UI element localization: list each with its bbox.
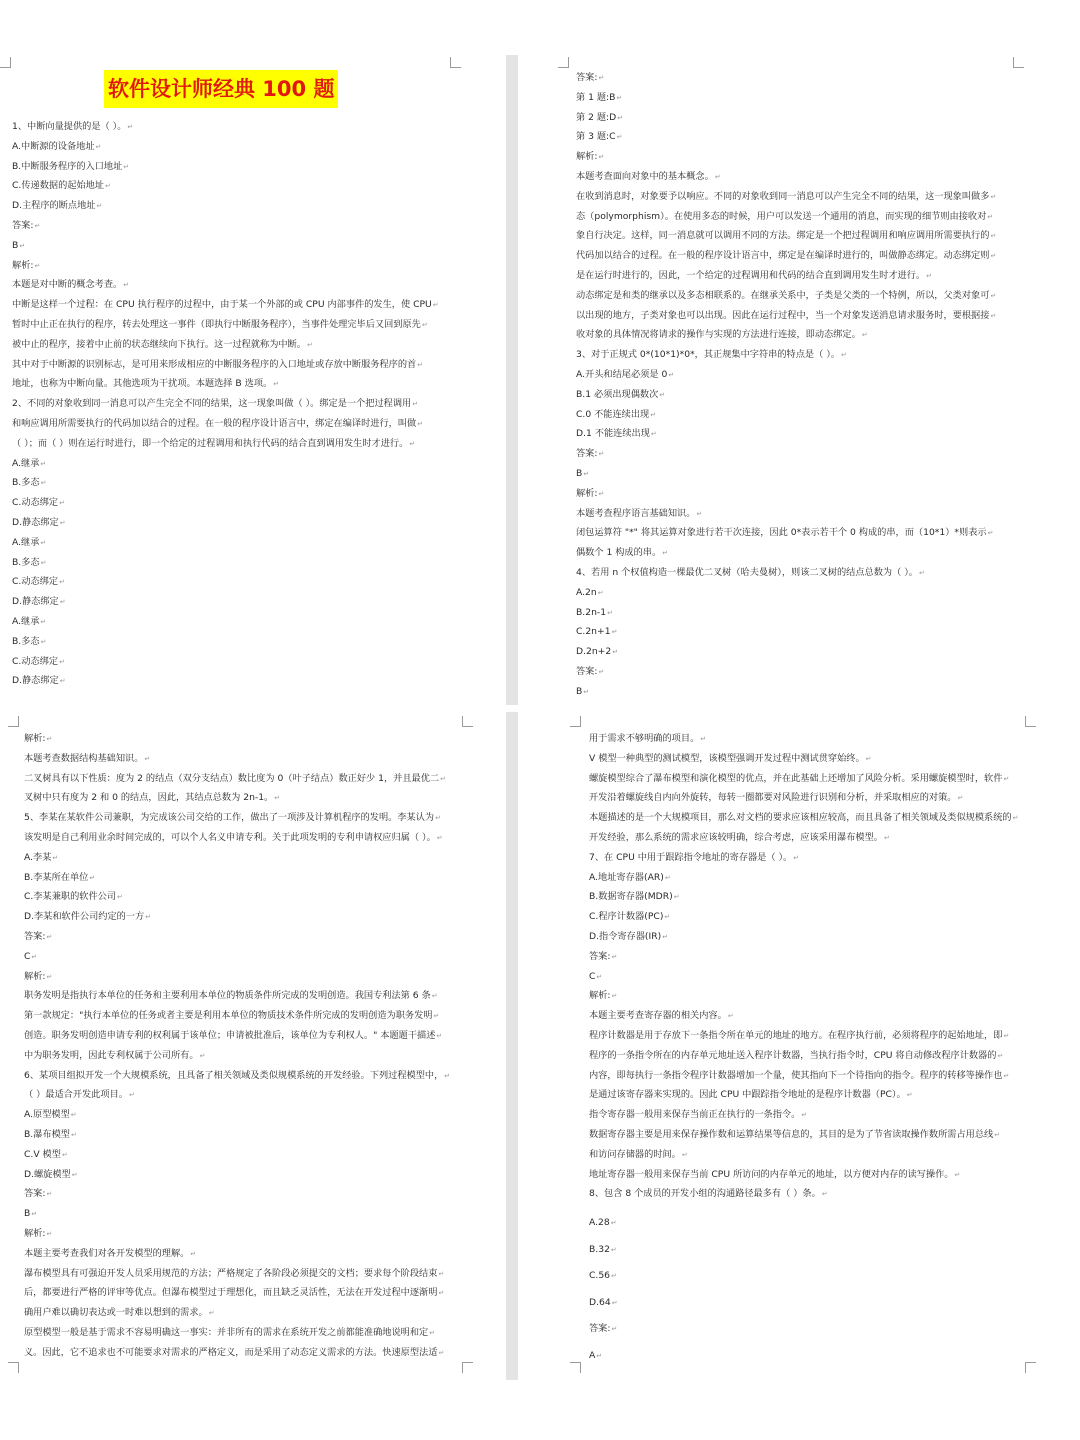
- text-line: 螺旋模型综合了瀑布模型和演化模型的优点，并在此基础上还增加了风险分析。采用螺旋模型时，软件 ↵: [589, 769, 1034, 789]
- document-title: 软件设计师经典 100 题: [104, 70, 338, 108]
- text-line: 本题考查程序语言基础知识。 ↵: [576, 504, 1021, 524]
- corner-mark: [8, 1362, 19, 1373]
- text-line: 3、对于正规式 0*(10*1)*0*，其正规集中字符串的特点是（ ）。 ↵: [576, 345, 1021, 365]
- text-line: D.静态绑定 ↵: [12, 671, 457, 691]
- text-line: 第 1 题:B ↵: [576, 88, 1021, 108]
- text-line: 暂时中止正在执行的程序，转去处理这一事件（即执行中断服务程序），当事件处理完毕后又回到原先 ↵: [12, 315, 457, 335]
- corner-mark: [1025, 1362, 1036, 1373]
- text-line: 和响应调用所需要执行的代码加以结合的过程。在一般的程序设计语言中，绑定在编译时进行，叫做 ↵: [12, 414, 457, 434]
- text-line: A.2n ↵: [576, 583, 1021, 603]
- text-line: 1、中断向量提供的是（ ）。 ↵: [12, 117, 457, 137]
- text-line: （ ）；而（ ）则在运行时进行，即一个给定的过程调用和执行代码的结合直到调用发生时才进行。 ↵: [12, 434, 457, 454]
- text-line: 态（polymorphism）。在使用多态的时候，用户可以发送一个通用的消息，而实现的细节则由接收对 ↵: [576, 207, 1021, 227]
- text-line: B.多态 ↵: [12, 553, 457, 573]
- text-line: D.主程序的断点地址 ↵: [12, 196, 457, 216]
- text-line: 是通过该寄存器来实现的。因此 CPU 中跟踪指令地址的是程序计数器（PC）。 ↵: [589, 1085, 1034, 1105]
- text-line: 第 3 题:C ↵: [576, 127, 1021, 147]
- text-line: 答案: ↵: [589, 947, 1034, 967]
- text-line: D.静态绑定 ↵: [12, 592, 457, 612]
- page-1-text: [12, 117, 457, 691]
- page-4-options: [589, 1210, 789, 1369]
- text-line: C.V 模型 ↵: [24, 1145, 469, 1165]
- text-line: 瀑布模型具有可强迫开发人员采用规范的方法；严格规定了各阶段必须提交的文档；要求每个阶段结束 ↵: [24, 1264, 469, 1284]
- text-line: 解析: ↵: [12, 256, 457, 276]
- text-line: D.螺旋模型 ↵: [24, 1165, 469, 1185]
- text-line: 以出现的地方，子类对象也可以出现。因此在运行过程中，当一个对象发送消息请求服务时，要根据接 ↵: [576, 306, 1021, 326]
- text-line: 解析: ↵: [24, 967, 469, 987]
- text-line: 本题考查面向对象中的基本概念。 ↵: [576, 167, 1021, 187]
- text-line: D.2n+2 ↵: [576, 642, 1021, 662]
- text-line: 6、某项目组拟开发一个大规模系统，且具备了相关领域及类似规模系统的开发经验。下列过程模型中， ↵: [24, 1066, 469, 1086]
- corner-mark: [8, 716, 19, 727]
- corner-mark: [450, 57, 461, 68]
- text-line: 其中对于中断源的识别标志，是可用来形成相应的中断服务程序的入口地址或存放中断服务程序的首 ↵: [12, 355, 457, 375]
- page-gutter-top: [506, 55, 518, 705]
- text-line: 数据寄存器主要是用来保存操作数和运算结果等信息的，其目的是为了节省读取操作数所需占用总线 ↵: [589, 1125, 1034, 1145]
- text-line: 程序的一条指令所在的内存单元地址送入程序计数器，当执行指令时，CPU 将自动修改程序计数器的 ↵: [589, 1046, 1034, 1066]
- text-line: 程序计数器是用于存放下一条指令所在单元的地址的地方。在程序执行前，必须将程序的起始地址，即 ↵: [589, 1026, 1034, 1046]
- text-line: D.静态绑定 ↵: [12, 513, 457, 533]
- text-line: 2、不同的对象收到同一消息可以产生完全不同的结果，这一现象叫做（ ）。绑定是一个把过程调用 ↵: [12, 394, 457, 414]
- text-line: B.2n-1 ↵: [576, 603, 1021, 623]
- text-line: A.地址寄存器(AR) ↵: [589, 868, 1034, 888]
- text-line: 7、在 CPU 中用于跟踪指令地址的寄存器是（ ）。 ↵: [589, 848, 1034, 868]
- text-line: 指令寄存器一般用来保存当前正在执行的一条指令。 ↵: [589, 1105, 1034, 1125]
- text-line: 和访问存储器的时间。 ↵: [589, 1145, 1034, 1165]
- text-line: 动态绑定是和类的继承以及多态相联系的。在继承关系中，子类是父类的一个特例，所以，父类对象可 ↵: [576, 286, 1021, 306]
- text-line: B.李某所在单位 ↵: [24, 868, 469, 888]
- text-line: B.多态 ↵: [12, 632, 457, 652]
- text-line: A.中断源的设备地址 ↵: [12, 137, 457, 157]
- corner-mark: [558, 57, 569, 68]
- text-line: （ ）最适合开发此项目。 ↵: [24, 1085, 469, 1105]
- page-gutter-bottom: [506, 712, 518, 1380]
- text-line: 原型模型一般是基于需求不容易明确这一事实：并非所有的需求在系统开发之前都能准确地说明和定 ↵: [24, 1323, 469, 1343]
- text-line: A.28 ↵: [589, 1210, 789, 1237]
- text-line: 在收到消息时，对象要予以响应。不同的对象收到同一消息可以产生完全不同的结果，这一现象叫做多 ↵: [576, 187, 1021, 207]
- title-wrap: [104, 70, 338, 108]
- text-line: A ↵: [589, 1343, 789, 1370]
- text-line: 解析: ↵: [576, 147, 1021, 167]
- text-line: 被中止的程序，接着中止前的状态继续向下执行。这一过程就称为中断。 ↵: [12, 335, 457, 355]
- text-line: C.2n+1 ↵: [576, 622, 1021, 642]
- text-line: 代码加以结合的过程。在一般的程序设计语言中，绑定是在编译时进行的，叫做静态绑定。动态绑定则 ↵: [576, 246, 1021, 266]
- text-line: B ↵: [24, 1204, 469, 1224]
- text-line: 本题描述的是一个大规模项目，那么对文档的要求应该相应较高，而且具备了相关领域及类似规模系统的 ↵: [589, 808, 1034, 828]
- text-line: C.李某兼职的软件公司 ↵: [24, 887, 469, 907]
- page-4-text: [589, 729, 1034, 1204]
- text-line: 解析: ↵: [24, 1224, 469, 1244]
- text-line: 解析: ↵: [589, 986, 1034, 1006]
- text-line: 答案: ↵: [589, 1316, 789, 1343]
- text-line: 用于需求不够明确的项目。 ↵: [589, 729, 1034, 749]
- text-line: B.多态 ↵: [12, 473, 457, 493]
- corner-mark: [0, 57, 11, 68]
- text-line: 5、李某在某软件公司兼职，为完成该公司交给的工作，做出了一项涉及计算机程序的发明。李某认为 ↵: [24, 808, 469, 828]
- text-line: 第 2 题:D ↵: [576, 108, 1021, 128]
- text-line: B.1 必须出现偶数次 ↵: [576, 385, 1021, 405]
- text-line: C ↵: [24, 947, 469, 967]
- corner-mark: [570, 716, 581, 727]
- text-line: 叉树中只有度为 2 和 0 的结点，因此，其结点总数为 2n-1。 ↵: [24, 788, 469, 808]
- text-line: 内容，即每执行一条指令程序计数器增加一个量，使其指向下一个待指向的指令。程序的转移等操作也 ↵: [589, 1066, 1034, 1086]
- text-line: 后，都要进行严格的评审等优点。但瀑布模型过于理想化，而且缺乏灵活性，无法在开发过程中逐渐明 ↵: [24, 1283, 469, 1303]
- corner-mark: [1013, 57, 1024, 68]
- text-line: 确用户难以确切表达或一时难以想到的需求。 ↵: [24, 1303, 469, 1323]
- text-line: 中为职务发明，因此专利权属于公司所有。 ↵: [24, 1046, 469, 1066]
- text-line: A.继承 ↵: [12, 533, 457, 553]
- text-line: 该发明是自己利用业余时间完成的，可以个人名义申请专利。关于此项发明的专利申请权应归属（ ）。 ↵: [24, 828, 469, 848]
- corner-mark: [462, 1362, 473, 1373]
- text-line: 8、包含 8 个成员的开发小组的沟通路径最多有（ ）条。 ↵: [589, 1184, 1034, 1204]
- text-line: 答案: ↵: [24, 1184, 469, 1204]
- text-line: D.64 ↵: [589, 1290, 789, 1317]
- text-line: 是在运行时进行的，因此，一个给定的过程调用和代码的结合直到调用发生时才进行。 ↵: [576, 266, 1021, 286]
- text-line: A.李某 ↵: [24, 848, 469, 868]
- text-line: 二叉树具有以下性质：度为 2 的结点（双分支结点）数比度为 0（叶子结点）数正好少 1，并且最优二 ↵: [24, 769, 469, 789]
- text-line: 象自行决定。这样，同一消息就可以调用不同的方法。绑定是一个把过程调用和响应调用所需要执行的 ↵: [576, 226, 1021, 246]
- corner-mark: [462, 716, 473, 727]
- text-line: 解析: ↵: [24, 729, 469, 749]
- text-line: A.原型模型 ↵: [24, 1105, 469, 1125]
- text-line: 答案: ↵: [576, 68, 1021, 88]
- text-line: A.开头和结尾必须是 0 ↵: [576, 365, 1021, 385]
- text-line: B.瀑布模型 ↵: [24, 1125, 469, 1145]
- text-line: 本题是对中断的概念考查。 ↵: [12, 275, 457, 295]
- text-line: B.数据寄存器(MDR) ↵: [589, 887, 1034, 907]
- text-line: V 模型一种典型的测试模型，该模型强调开发过程中测试贯穿始终。 ↵: [589, 749, 1034, 769]
- text-line: D.指令寄存器(IR) ↵: [589, 927, 1034, 947]
- text-line: D.1 不能连续出现 ↵: [576, 424, 1021, 444]
- text-line: B ↵: [12, 236, 457, 256]
- text-line: 答案: ↵: [576, 662, 1021, 682]
- text-line: 收对象的具体情况将请求的操作与实现的方法进行连接，即动态绑定。 ↵: [576, 325, 1021, 345]
- text-line: 开发沿着螺旋线自内向外旋转，每转一圈都要对风险进行识别和分析，并采取相应的对策。 ↵: [589, 788, 1034, 808]
- text-line: C.动态绑定 ↵: [12, 572, 457, 592]
- text-line: 答案: ↵: [12, 216, 457, 236]
- page-3-text: [24, 729, 469, 1363]
- text-line: 解析: ↵: [576, 484, 1021, 504]
- text-line: C.56 ↵: [589, 1263, 789, 1290]
- text-line: C.动态绑定 ↵: [12, 493, 457, 513]
- corner-mark: [570, 1362, 581, 1373]
- text-line: B ↵: [576, 464, 1021, 484]
- text-line: D.李某和软件公司约定的一方 ↵: [24, 907, 469, 927]
- text-line: 第一款规定："执行本单位的任务或者主要是利用本单位的物质技术条件所完成的发明创造为职务发明 ↵: [24, 1006, 469, 1026]
- corner-mark: [1025, 716, 1036, 727]
- text-line: 偶数个 1 构成的串。 ↵: [576, 543, 1021, 563]
- text-line: 地址寄存器一般用来保存当前 CPU 所访问的内存单元的地址，以方便对内存的读写操作。 ↵: [589, 1165, 1034, 1185]
- text-line: 中断是这样一个过程：在 CPU 执行程序的过程中，由于某一个外部的或 CPU 内部事件的发生，使 CPU ↵: [12, 295, 457, 315]
- text-line: B.中断服务程序的入口地址 ↵: [12, 157, 457, 177]
- text-line: C.传递数据的起始地址 ↵: [12, 176, 457, 196]
- text-line: 本题主要考查寄存器的相关内容。 ↵: [589, 1006, 1034, 1026]
- text-line: 义。因此，它不追求也不可能要求对需求的严格定义，而是采用了动态定义需求的方法。快速原型法适 ↵: [24, 1343, 469, 1363]
- text-line: 4、若用 n 个权值构造一棵最优二叉树（哈夫曼树），则该二叉树的结点总数为（ ）。 ↵: [576, 563, 1021, 583]
- text-line: 地址，也称为中断向量。其他选项为干扰项。本题选择 B 选项。 ↵: [12, 374, 457, 394]
- text-line: 闭包运算符 "*" 将其运算对象进行若干次连接，因此 0*表示若干个 0 构成的串，而（10*1）*则表示 ↵: [576, 523, 1021, 543]
- text-line: 本题考查数据结构基础知识。 ↵: [24, 749, 469, 769]
- text-line: A.继承 ↵: [12, 612, 457, 632]
- text-line: C.0 不能连续出现 ↵: [576, 405, 1021, 425]
- text-line: B ↵: [576, 682, 1021, 702]
- page-2-text: [576, 68, 1021, 702]
- text-line: 答案: ↵: [24, 927, 469, 947]
- text-line: A.继承 ↵: [12, 454, 457, 474]
- text-line: 创造。职务发明创造申请专利的权利属于该单位；申请被批准后，该单位为专利权人。" 本题题干描述 ↵: [24, 1026, 469, 1046]
- text-line: 答案: ↵: [576, 444, 1021, 464]
- text-line: 本题主要考查我们对各开发模型的理解。 ↵: [24, 1244, 469, 1264]
- text-line: 开发经验，那么系统的需求应该较明确，综合考虑，应该采用瀑布模型。 ↵: [589, 828, 1034, 848]
- text-line: C.程序计数器(PC) ↵: [589, 907, 1034, 927]
- text-line: 职务发明是指执行本单位的任务和主要利用本单位的物质条件所完成的发明创造。我国专利法第 6 条 ↵: [24, 986, 469, 1006]
- text-line: C.动态绑定 ↵: [12, 652, 457, 672]
- text-line: C ↵: [589, 967, 1034, 987]
- text-line: B.32 ↵: [589, 1237, 789, 1264]
